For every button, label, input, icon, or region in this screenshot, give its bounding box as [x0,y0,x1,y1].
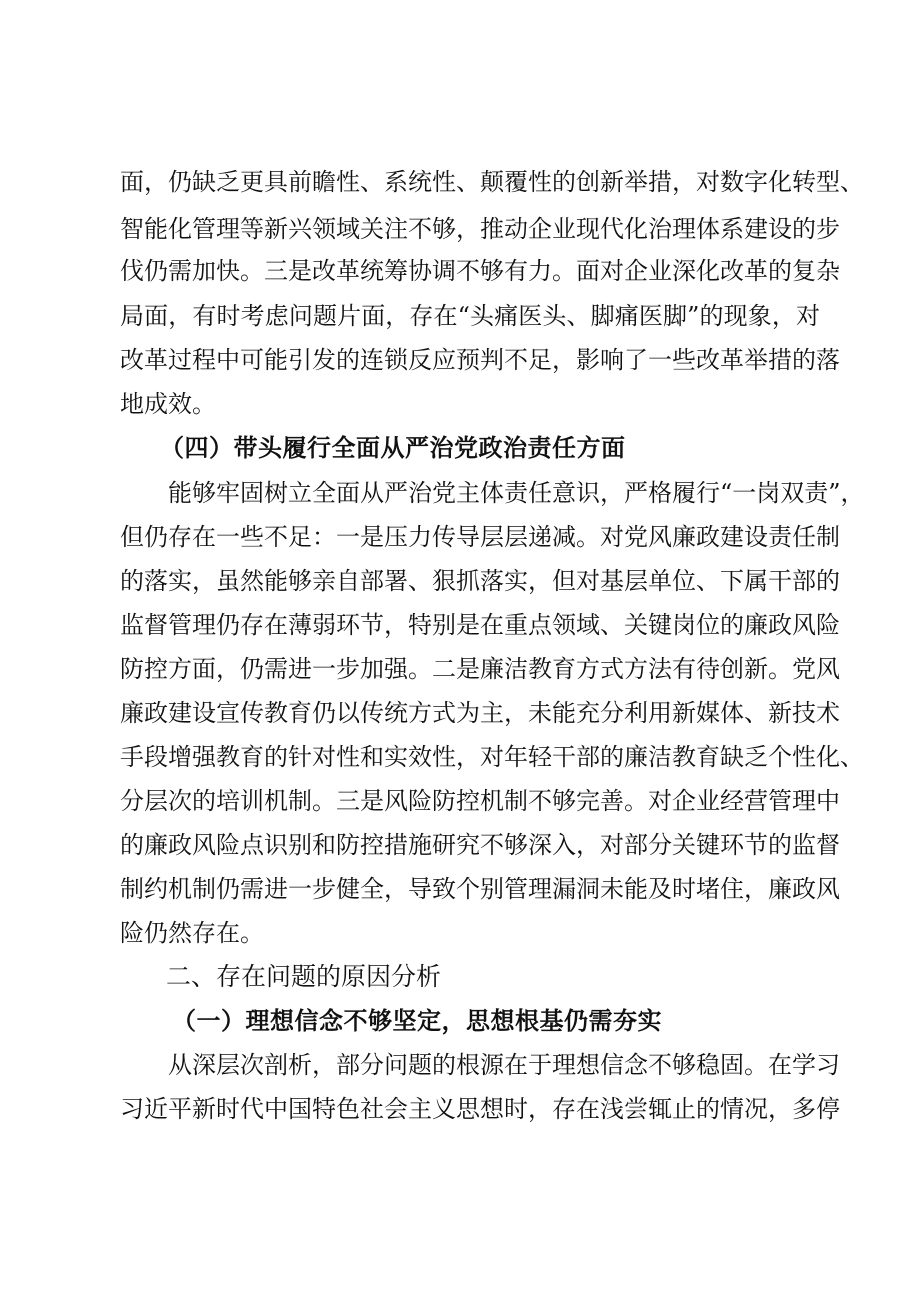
paragraph-line: 改革过程中可能引发的连锁反应预判不足，影响了一些改革举措的落 [120,346,840,374]
paragraph-line: 的廉政风险点识别和防控措施研究不够深入，对部分关键环节的监督 [120,831,840,859]
paragraph-line: 地成效。 [120,390,216,418]
paragraph-line: 分层次的培训机制。三是风险防控机制不够完善。对企业经营管理中 [120,787,840,815]
paragraph-line: 手段增强教育的针对性和实效性，对年轻干部的廉洁教育缺乏个性化、 [120,743,864,771]
paragraph-line: 从深层次剖析，部分问题的根源在于理想信念不够稳固。在学习 [168,1051,840,1079]
paragraph-line: 面，仍缺乏更具前瞻性、系统性、颠覆性的创新举措，对数字化转型、 [120,168,864,196]
paragraph-line: 廉政建设宣传教育仍以传统方式为主，未能充分利用新媒体、新技术 [120,699,840,727]
section-heading: 二、存在问题的原因分析 [166,962,442,991]
subsection-heading: （一）理想信念不够坚定，思想根基仍需夯实 [172,1006,662,1035]
paragraph-line: 局面，有时考虑问题片面，存在“头痛医头、脚痛医脚”的现象，对 [120,302,820,330]
paragraph-line: 习近平新时代中国特色社会主义思想时，存在浅尝辄止的情况，多停 [120,1095,840,1123]
paragraph-line: 防控方面，仍需进一步加强。二是廉洁教育方式方法有待创新。党风 [120,655,840,683]
paragraph-line: 能够牢固树立全面从严治党主体责任意识，严格履行“一岗双责”， [168,479,865,507]
paragraph-line: 监督管理仍存在薄弱环节，特别是在重点领域、关键岗位的廉政风险 [120,611,840,639]
paragraph-line: 制约机制仍需进一步健全，导致个别管理漏洞未能及时堵住，廉政风 [120,875,840,903]
paragraph-line: 但仍存在一些不足：一是压力传导层层递减。对党风廉政建设责任制 [120,523,840,551]
paragraph-line: 的落实，虽然能够亲自部署、狠抓落实，但对基层单位、下属干部的 [120,567,840,595]
paragraph-line: 伐仍需加快。三是改革统筹协调不够有力。面对企业深化改革的复杂 [120,257,840,285]
paragraph-line: 智能化管理等新兴领域关注不够，推动企业现代化治理体系建设的步 [120,215,840,243]
subsection-heading: （四）带头履行全面从严治党政治责任方面 [160,433,626,462]
paragraph-line: 险仍然存在。 [120,919,264,947]
